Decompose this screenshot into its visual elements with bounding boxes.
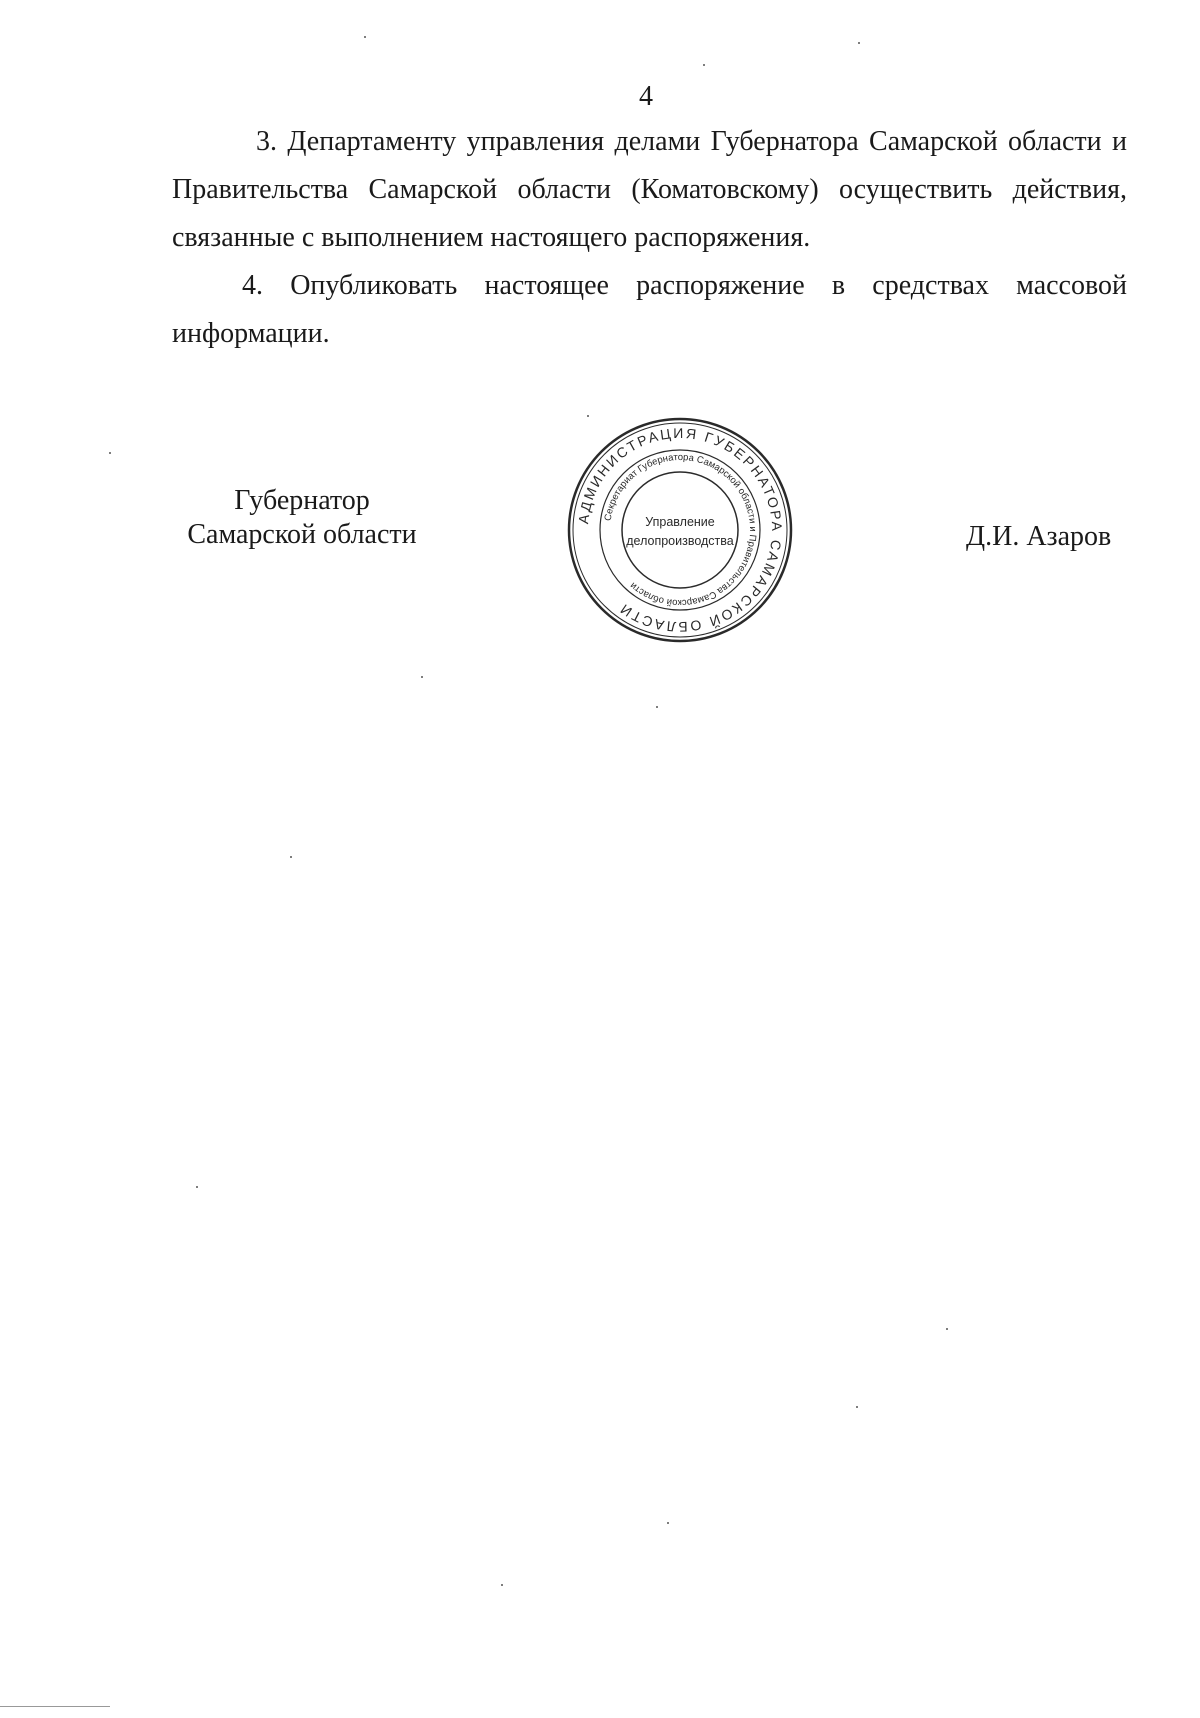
- seal-outer-text: АДМИНИСТРАЦИЯ ГУБЕРНАТОРА САМАРСКОЙ ОБЛАСТИ: [575, 424, 786, 636]
- seal-graphic: [566, 416, 794, 644]
- official-seal: [566, 416, 794, 644]
- scan-speck: [703, 64, 705, 66]
- seal-middle-ring: [600, 450, 760, 610]
- paragraph-3: 3. Департаменту управления делами Губернатора Самарской области и Правительства Самарской области (Коматовскому) осуществить действия, связанные с выполнением настоящего распоряжения.: [172, 126, 1127, 253]
- scan-speck: [946, 1328, 948, 1330]
- scan-speck: [364, 36, 366, 38]
- seal-inner-ring: [622, 472, 738, 588]
- document-body: [172, 118, 1127, 358]
- page-number: 4: [639, 81, 653, 112]
- signatory-title-line1: Губернатор: [234, 485, 370, 516]
- seal-center-line1: Управление: [645, 515, 715, 529]
- signatory-title-line2: Самарской области: [187, 519, 417, 550]
- signatory-name: Д.И. Азаров: [966, 521, 1112, 552]
- scan-edge-line: [0, 1706, 110, 1707]
- scan-speck: [667, 1522, 669, 1524]
- scan-speck: [856, 1406, 858, 1408]
- scan-speck: [501, 1584, 503, 1586]
- scan-speck: [109, 452, 111, 454]
- seal-center-line2: делопроизводства: [626, 534, 734, 548]
- signatory-title: [172, 484, 432, 552]
- scan-speck: [290, 856, 292, 858]
- scan-speck: [656, 706, 658, 708]
- seal-inner-text: Секретариат Губернатора Самарской области и Правительства Самарской области: [602, 451, 759, 609]
- scan-speck: [196, 1186, 198, 1188]
- scan-speck: [587, 415, 589, 417]
- paragraph-4: 4. Опубликовать настоящее распоряжение в средствах массовой информации.: [172, 270, 1127, 349]
- scan-speck: [421, 676, 423, 678]
- scan-speck: [858, 42, 860, 44]
